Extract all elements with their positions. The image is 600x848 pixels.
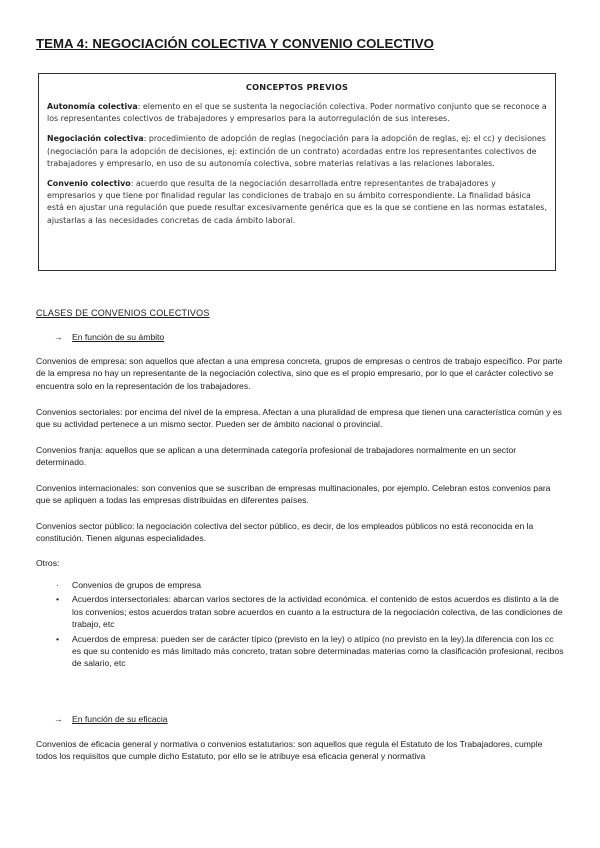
subheading-ambito xyxy=(54,332,164,342)
subheading-label: En función de su eficacia xyxy=(72,714,168,724)
concept-term: Autonomía colectiva xyxy=(47,102,138,111)
concept-term: Convenio colectivo xyxy=(47,179,131,189)
otros-label: Otros: xyxy=(36,558,60,568)
arrow-icon: → xyxy=(54,332,63,342)
concept-term: Negociación colectiva xyxy=(47,134,144,144)
list-item xyxy=(56,579,564,591)
arrow-icon: → xyxy=(54,714,63,724)
concept-definition: : acuerdo que resulta de la negociación desarrollada entre representantes de trabajadores y empresarios y que tiene por finalidad regular las condiciones de trabajo en su ámbito correspondiente. La finalidad básica está en ajustar una regulación que puede resultar excesivamente genérica que es la que se contiene en las normas estatales, ajustarlas a las necesidades concretas de cada ámbito laboral. xyxy=(47,179,547,225)
list-item-text: Acuerdos de empresa: pueden ser de carácter típico (previsto en la ley) o atípico (no previsto en la ley).la diferencia con los cc es que su contenido es más limitado más concreto, tratan sobre determinadas materias como la clasificación profesional, recibos de salario, etc xyxy=(72,633,564,669)
page-title: TEMA 4: NEGOCIACIÓN COLECTIVA Y CONVENIO COLECTIVO xyxy=(36,36,434,51)
subheading-label: En función de su ámbito xyxy=(72,332,165,342)
paragraph-franja: Convenios franja: aquellos que se aplican a una determinada categoría profesional de trabajadores normalmente en un sector determinado. xyxy=(36,445,517,468)
concepts-heading: CONCEPTOS PREVIOS xyxy=(245,82,349,92)
list-item xyxy=(56,633,564,670)
paragraph-eficacia: Convenios de eficacia general y normativa o convenios estatutarios: son aquellos que regula el Estatuto de los Trabajadores, cumple todos los requisitos que cumple dicho Estatuto, por ello se le atribuye esa eficacia general y normativa xyxy=(36,739,543,762)
bullet-icon: • xyxy=(56,594,60,605)
subheading-eficacia xyxy=(54,714,168,724)
section-title: CLASES DE CONVENIOS COLECTIVOS xyxy=(36,308,210,318)
otros-list xyxy=(56,579,564,672)
concept-convenio xyxy=(47,178,547,227)
bullet-icon: • xyxy=(56,633,60,644)
bullet-icon: · xyxy=(56,580,59,590)
paragraph-sectoriales: Convenios sectoriales: por encima del nivel de la empresa. Afectan a una pluralidad de empresa que tienen una característica común y es que su actividad pertenece a un mismo sector. Pueden ser de ámbito nacional o provincial. xyxy=(36,407,562,430)
paragraph-empresa: Convenios de empresa: son aquellos que afectan a una empresa concreta, grupos de empresas o centros de trabajo específico. Por parte de la empresa no hay un representante de la negociación colectiva, sino que es el propio empresario, por lo que el carácter colectivo se encuentra solo en la representación de los trabajadores. xyxy=(36,356,563,391)
concept-negociacion xyxy=(47,133,547,170)
concept-definition: : elemento en el que se sustenta la negociación colectiva. Poder normativo conjunto que se reconoce a los representantes colectivos de trabajadores y empresarios para la autorregulación de sus intereses. xyxy=(47,102,547,124)
list-item-text: Acuerdos intersectoriales: abarcan varios sectores de la actividad económica. el contenido de estos acuerdos es distinto a la de los convenios; estos acuerdos tratan sobre acuerdos en cuanto a la estructura de la negociación colectiva, de las condiciones de trabajo, etc xyxy=(72,594,563,630)
concept-autonomia xyxy=(47,101,547,125)
concept-definition: : procedimiento de adopción de reglas (negociación para la adopción de reglas, ej: el cc) y decisiones (negociación para la adopción de decisiones, ej: extinción de un contrato) acordadas entre los representantes colectivos de trabajadores y empresario, en uso de su autonomía colectiva, sobre materias relativas a las relaciones laborales. xyxy=(47,134,546,168)
list-item xyxy=(56,593,564,630)
concepts-box xyxy=(38,73,556,271)
list-item-text: Convenios de grupos de empresa xyxy=(72,580,201,590)
paragraph-internacionales: Convenios internacionales: son convenios que se suscriban de empresas multinacionales, por ejemplo. Celebran estos convenios para que se apliquen a todas las empresas distribuidas en diferentes países. xyxy=(36,483,551,506)
paragraph-sector-publico: Convenios sector público: la negociación colectiva del sector público, es decir, de los empleados públicos no está reconocida en la constitución. Tienen algunas especialidades. xyxy=(36,521,534,544)
